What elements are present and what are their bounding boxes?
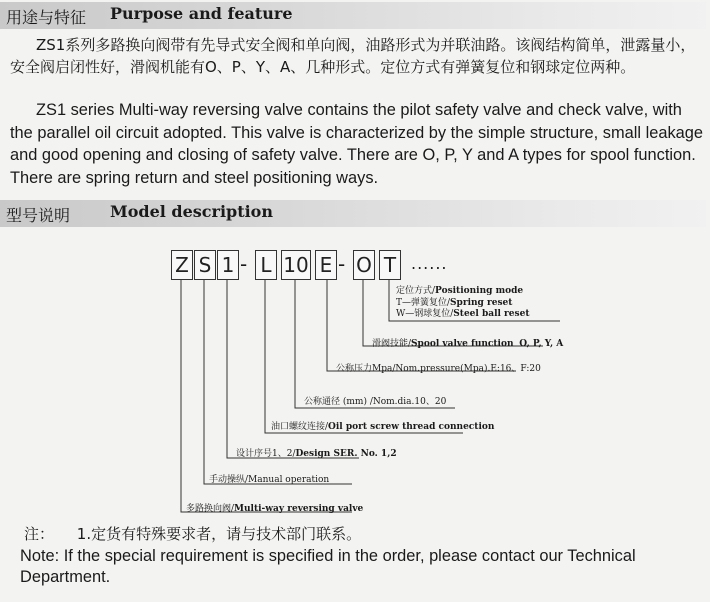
code-trailing-dots: ......	[411, 254, 448, 273]
code-char-t: T	[379, 250, 401, 280]
label-port-connection: 油口螺纹连接/Oil port screw thread connection	[271, 422, 495, 432]
code-char-z: Z	[171, 250, 193, 280]
code-char-1: 1	[217, 250, 239, 280]
purpose-text-cn: ZS1系列多路换向阀带有先导式安全阀和单向阀，油路形式为并联油路。该阀结构简单，泄露量小，安全阀启闭性好，滑阀机能有O、P、Y、A、几种形式。定位方式有弹簧复位和钢球定位两种。	[10, 36, 696, 76]
code-char-o: O	[353, 250, 375, 280]
code-dash-2: -	[338, 252, 346, 276]
note-label-cn: 注：	[24, 525, 55, 543]
code-char-10: 10	[281, 250, 311, 280]
label-manual-operation: 手动操纵/Manual operation	[209, 475, 330, 485]
label-pressure: 公称压力Mpa/Nom.pressure(Mpa).E:16、F:20	[336, 364, 541, 374]
note-text-en: Note: If the special requirement is specified in the order, please contact our Technical Department.	[20, 547, 636, 586]
purpose-heading-cn: 用途与特征	[6, 8, 87, 27]
code-char-s: S	[194, 250, 216, 280]
code-char-e: E	[315, 250, 337, 280]
note-text-cn: 1.定货有特殊要求者，请与技术部门联系。	[76, 525, 362, 543]
label-spool-function: 滑阀技能/Spool valve function O, P, Y, A	[372, 339, 564, 349]
code-dash-1: -	[240, 252, 248, 276]
note-cn	[24, 523, 361, 545]
purpose-heading-en: Purpose and feature	[110, 4, 293, 23]
model-heading-cn: 型号说明	[6, 206, 71, 225]
label-multiway: 多路换向阀/Multi-way reversing valve	[186, 504, 364, 514]
label-positioning: 定位方式/Positioning mode T—弹簧复位/Spring reset W—钢球复位/Steel ball reset	[396, 286, 530, 319]
label-design-ser: 设计序号1、2/Design SER. No. 1,2	[236, 449, 397, 459]
code-char-l: L	[255, 250, 277, 280]
purpose-text-en: ZS1 series Multi-way reversing valve contains the pilot safety valve and check valve, with the parallel oil circuit adopted. This valve is characterized by the simple structure, small leakage and good opening and closing of safety valve. There are O, P, Y and A types for spool function. There are spring return and steel positioning ways.	[10, 101, 703, 187]
label-diameter: 公称通径 (mm) /Nom.dia.10、20	[304, 397, 447, 407]
model-heading-en: Model description	[110, 202, 273, 221]
